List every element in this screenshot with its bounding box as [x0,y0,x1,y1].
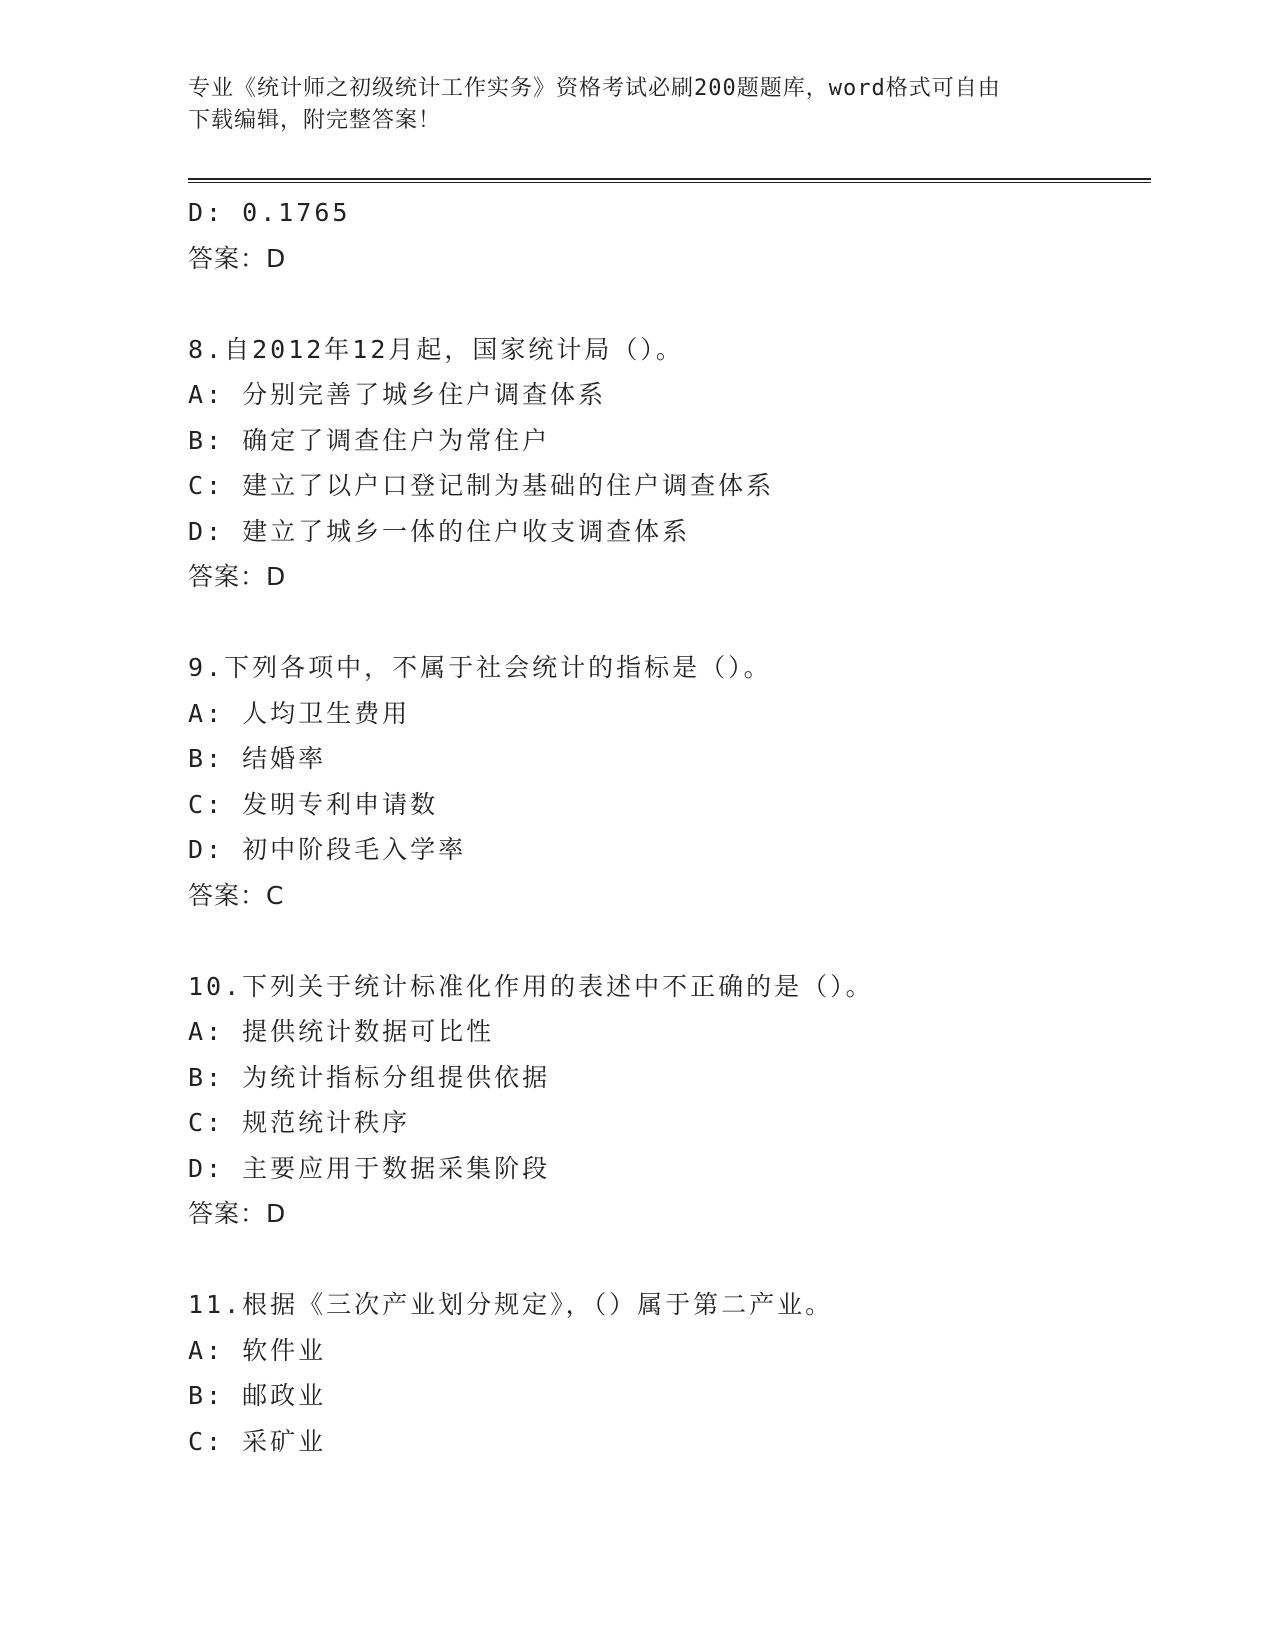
header-divider-thin [188,182,1151,183]
answer: 答案：C [188,880,285,910]
question-list [188,190,1138,1464]
answer: 答案：D [188,1199,287,1228]
header-line-2: 下载编辑，附完整答案！ [188,108,442,133]
spacer [188,600,1138,646]
option-a: A: 人均卫生费用 [188,698,411,728]
question-stem: 9.下列各项中，不属于社会统计的指标是（）。 [188,653,772,682]
question-11 [188,1282,1138,1464]
option-b: B: 为统计指标分组提供依据 [188,1062,551,1092]
option-c: C: 建立了以户口登记制为基础的住户调查体系 [188,471,775,500]
option-b: B: 确定了调查住户为常住户 [188,425,551,455]
option-a: A: 软件业 [188,1335,327,1365]
prev-answer: 答案：D [188,243,287,273]
option-c: C: 发明专利申请数 [188,789,439,819]
header-line-1: 专业《统计师之初级统计工作实务》资格考试必刷200题题库，word格式可自由 [188,76,1001,101]
document-header [188,73,1088,137]
option-a: A: 分别完善了城乡住户调查体系 [188,380,607,409]
option-d: D: 建立了城乡一体的住户收支调查体系 [188,516,691,546]
option-d: D: 主要应用于数据采集阶段 [188,1153,551,1183]
option-b: B: 结婚率 [188,744,327,773]
option-b: B: 邮政业 [188,1381,327,1410]
question-stem: 10.下列关于统计标准化作用的表述中不正确的是（）。 [188,971,874,1001]
prev-option-d: D: 0.1765 [188,198,351,227]
question-stem: 11.根据《三次产业划分规定》，（）属于第二产业。 [188,1290,834,1319]
option-d: D: 初中阶段毛入学率 [188,835,467,864]
question-stem: 8.自2012年12月起，国家统计局（）。 [188,334,684,364]
option-a: A: 提供统计数据可比性 [188,1017,495,1046]
answer: 答案：D [188,562,287,591]
header-divider-thick [188,178,1151,180]
option-c: C: 采矿业 [188,1426,327,1456]
spacer [188,918,1138,964]
option-c: C: 规范统计秩序 [188,1108,411,1137]
question-10 [188,964,1138,1237]
spacer [188,1237,1138,1283]
spacer [188,281,1138,327]
question-8 [188,327,1138,600]
question-9 [188,645,1138,918]
